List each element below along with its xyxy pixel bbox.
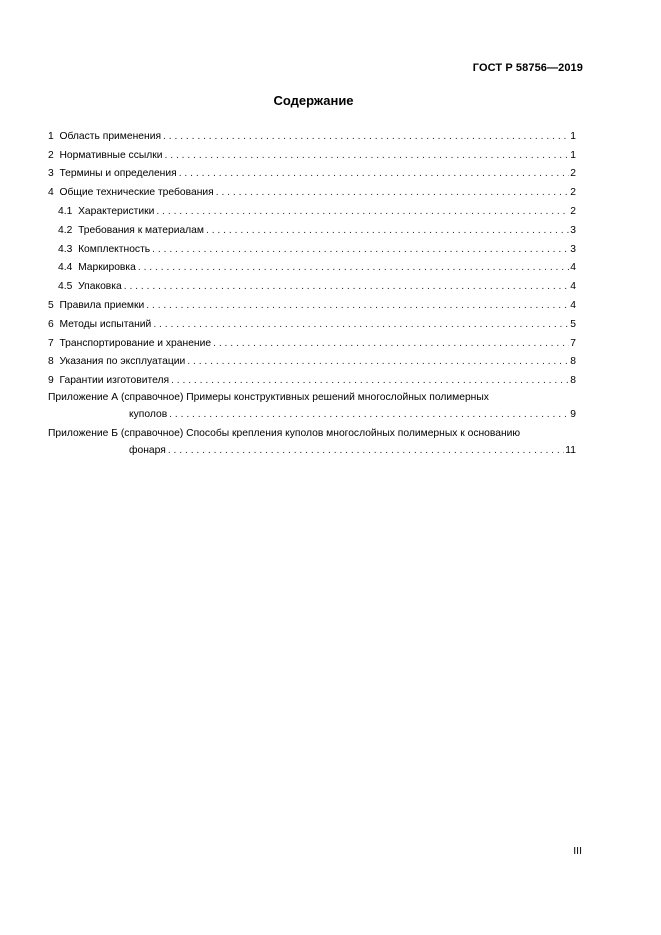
toc-entry-page: 8 — [570, 356, 576, 368]
toc-entry-4-1[interactable] — [48, 199, 576, 218]
dot-leader — [153, 319, 569, 331]
toc-entry-1[interactable] — [48, 124, 576, 143]
toc-entry-label: 4.3 Комплектность — [58, 243, 151, 255]
dot-leader — [124, 281, 570, 293]
toc-entry-page: 4 — [570, 299, 576, 311]
dot-leader — [146, 300, 569, 312]
appendix-title-continued: фонаря — [129, 445, 166, 457]
toc-entry-label: 8 Указания по эксплуатации — [48, 356, 186, 368]
toc-entry-page: 3 — [570, 224, 576, 236]
dot-leader — [206, 225, 569, 237]
toc-entry-label: 4.5 Упаковка — [58, 281, 122, 293]
toc-entry-8[interactable] — [48, 350, 576, 369]
toc-entry-5[interactable] — [48, 293, 576, 312]
toc-entry-page: 1 — [570, 130, 576, 142]
appendix-page: 9 — [570, 409, 576, 421]
toc-entry-4[interactable] — [48, 180, 576, 199]
page-title: Содержание — [273, 93, 354, 108]
toc-entry-9[interactable] — [48, 368, 576, 387]
toc-entry-page: 4 — [570, 262, 576, 274]
appendix-page: 11 — [565, 445, 576, 457]
toc-entry-label: 4.4 Маркировка — [58, 262, 136, 274]
toc-entry-label: 3 Термины и определения — [48, 168, 177, 180]
toc-entry-page: 1 — [570, 149, 576, 161]
page-number: III — [573, 845, 582, 857]
toc-entry-label: 9 Гарантии изготовителя — [48, 375, 170, 387]
dot-leader — [171, 375, 569, 387]
toc-appendix-b[interactable] — [48, 427, 576, 457]
dot-leader — [138, 262, 569, 274]
dot-leader — [168, 445, 564, 457]
toc-entry-label: 2 Нормативные ссылки — [48, 149, 163, 161]
toc-entry-4-5[interactable] — [48, 274, 576, 293]
toc-appendix-a[interactable] — [48, 391, 576, 421]
dot-leader — [213, 338, 569, 350]
dot-leader — [216, 187, 570, 199]
toc-entry-3[interactable] — [48, 162, 576, 181]
dot-leader — [152, 244, 569, 256]
toc-entry-label: 5 Правила приемки — [48, 299, 145, 311]
appendix-continuation — [48, 404, 576, 421]
dot-leader — [156, 206, 569, 218]
dot-leader — [169, 409, 569, 421]
toc-entry-label: 4.1 Характеристики — [58, 205, 155, 217]
toc-entry-4-4[interactable] — [48, 256, 576, 275]
document-code: ГОСТ Р 58756—2019 — [472, 62, 583, 74]
toc-entry-page: 3 — [570, 243, 576, 255]
toc-entry-page: 4 — [570, 281, 576, 293]
dot-leader — [165, 150, 570, 162]
toc-entry-4-2[interactable] — [48, 218, 576, 237]
toc-entry-6[interactable] — [48, 312, 576, 331]
toc-entry-page: 2 — [570, 205, 576, 217]
toc-entry-page: 5 — [570, 318, 576, 330]
toc-entry-label: 1 Область применения — [48, 130, 162, 142]
toc-entry-page: 7 — [570, 337, 576, 349]
toc-entry-page: 2 — [570, 168, 576, 180]
dot-leader — [179, 168, 570, 180]
toc-entry-label: 4 Общие технические требования — [48, 187, 214, 199]
toc-entry-2[interactable] — [48, 143, 576, 162]
appendix-title: Приложение Б (справочное) Способы крепления куполов многослойных полимерных к основанию — [48, 428, 521, 440]
toc-entry-page: 8 — [570, 375, 576, 387]
appendix-continuation — [48, 440, 576, 457]
toc-entry-label: 7 Транспортирование и хранение — [48, 337, 212, 349]
toc-entry-7[interactable] — [48, 331, 576, 350]
appendix-title-continued: куполов — [129, 409, 168, 421]
toc-entry-page: 2 — [570, 187, 576, 199]
appendix-title: Приложение А (справочное) Примеры конструктивных решений многослойных полимерных — [48, 392, 489, 404]
toc-entry-label: 6 Методы испытаний — [48, 318, 152, 330]
toc-entry-label: 4.2 Требования к материалам — [58, 224, 204, 236]
dot-leader — [163, 131, 569, 143]
table-of-contents — [48, 124, 576, 457]
dot-leader — [187, 356, 569, 368]
toc-entry-4-3[interactable] — [48, 237, 576, 256]
